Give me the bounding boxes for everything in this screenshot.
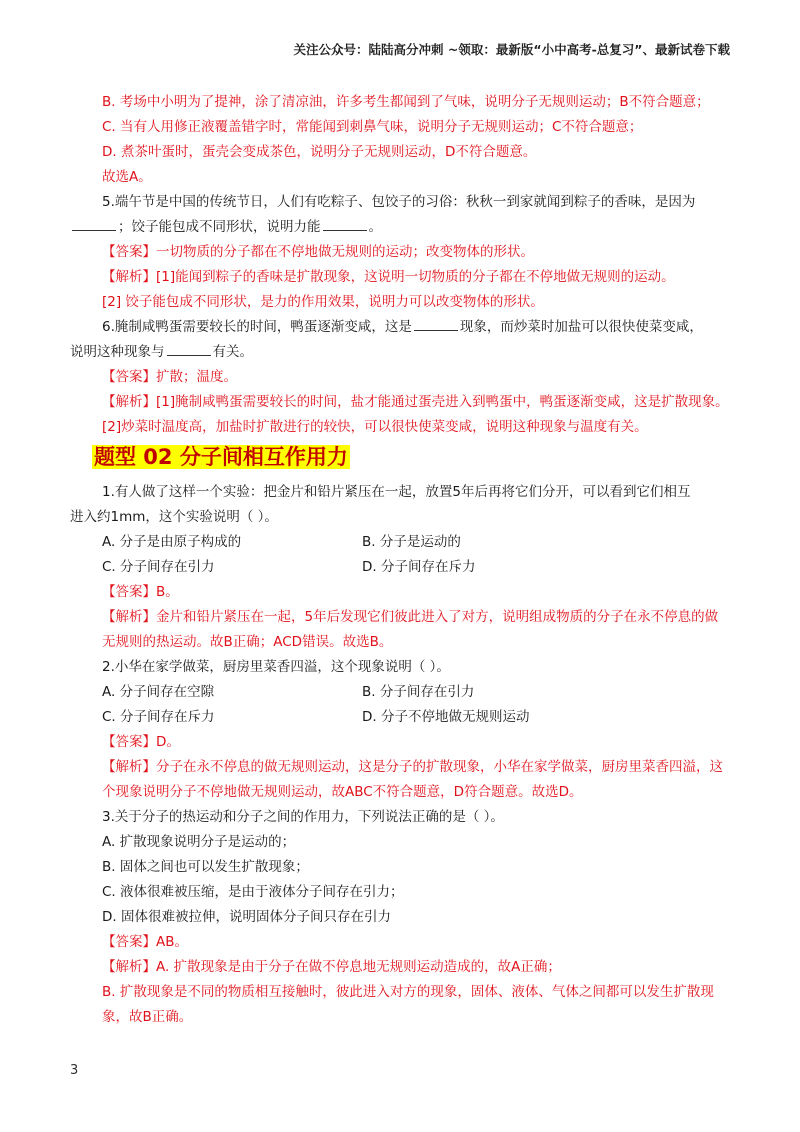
- option-d: D. 分子间存在斥力: [362, 559, 476, 575]
- answer-blank: [72, 229, 116, 231]
- q3-analysis: 【解析】A. 扩散现象是由于分子在做不停息地无规则运动造成的，故A正确；: [102, 959, 561, 975]
- option-d: D. 分子不停地做无规则运动: [362, 709, 530, 725]
- option-a: A. 分子间存在空隙: [102, 684, 215, 700]
- answer-tag: 【答案】: [102, 934, 156, 950]
- option-c: C. 分子间存在引力: [102, 559, 215, 575]
- option-c-explanation: C. 当有人用修正液覆盖错字时，常能闻到刺鼻气味，说明分子无规则运动；C不符合题意；: [102, 119, 643, 135]
- answer-blank: [167, 354, 211, 356]
- page-number: 3: [70, 1063, 79, 1078]
- answer-tag: 【答案】: [102, 734, 156, 750]
- q5-analysis-2: [2] 饺子能包成不同形状，是力的作用效果，说明力可以改变物体的形状。: [102, 294, 544, 310]
- q1-options-row2: [70, 555, 730, 580]
- answer-tag: 【答案】: [102, 369, 156, 385]
- option-a: A. 扩散现象说明分子是运动的；: [102, 834, 296, 850]
- q2-stem: 2.小华在家学做菜，厨房里菜香四溢，这个现象说明（ ）。: [102, 659, 450, 675]
- q1-stem-line2: 进入约1mm，这个实验说明（ ）。: [70, 509, 278, 525]
- option-c: C. 液体很难被压缩，是由于液体分子间存在引力；: [102, 884, 404, 900]
- q5-stem-line2: ；饺子能包成不同形状，说明力能 。: [70, 215, 730, 240]
- option-b-explanation: B. 考场中小明为了提神，涂了清凉油，许多考生都闻到了气味，说明分子无规则运动；B不符合题意；: [102, 94, 710, 110]
- q3-analysis-2: B. 扩散现象是不同的物质相互接触时，彼此进入对方的现象，固体、液体、气体之间都可以发生扩散现象，故B正确。: [102, 984, 714, 1025]
- choose-a-text: 故选A。: [102, 169, 152, 185]
- page-header: 关注公众号：陆陆高分冲刺 ~领取：最新版“小中高考-总复习”、最新试卷下载: [293, 42, 730, 57]
- analysis-tag: 【解析】: [102, 609, 156, 625]
- q6-answer: 【答案】扩散；温度。: [102, 369, 237, 385]
- q1-answer: 【答案】B。: [102, 584, 179, 600]
- option-d-explanation: D. 煮茶叶蛋时，蛋壳会变成茶色，说明分子无规则运动，D不符合题意。: [102, 144, 537, 160]
- q2-options-row1: [70, 680, 730, 705]
- page-content: [70, 90, 730, 1030]
- section-title: 题型 02 分子间相互作用力: [94, 445, 348, 469]
- answer-tag: 【答案】: [102, 244, 156, 260]
- option-c: C. 分子间存在斥力: [102, 709, 215, 725]
- q6-stem-line2: 说明这种现象与 有关。: [70, 344, 253, 360]
- analysis-tag: 【解析】: [102, 759, 156, 775]
- analysis-tag: 【解析】: [102, 394, 156, 410]
- q3-answer: 【答案】AB。: [102, 934, 188, 950]
- answer-tag: 【答案】: [102, 584, 156, 600]
- q6-analysis: 【解析】[1]腌制咸鸭蛋需要较长的时间，盐才能通过蛋壳进入到鸭蛋中，鸭蛋逐渐变咸，这是扩散现象。: [102, 394, 729, 410]
- q3-stem: 3.关于分子的热运动和分子之间的作用力，下列说法正确的是（ ）。: [102, 809, 504, 825]
- analysis-tag: 【解析】: [102, 959, 156, 975]
- q2-options-row2: [70, 705, 730, 730]
- q5-analysis: 【解析】[1]能闻到粽子的香味是扩散现象，这说明一切物质的分子都在不停地做无规则的运动。: [102, 269, 675, 285]
- option-a: A. 分子是由原子构成的: [102, 534, 242, 550]
- q2-analysis: 【解析】分子在永不停息的做无规则运动，这是分子的扩散现象，小华在家学做菜，厨房里菜香四溢，这个现象说明分子不停地做无规则运动，故ABC不符合题意，D符合题意。故选D。: [102, 759, 723, 800]
- section-heading: [92, 442, 730, 472]
- q1-stem-line1: 1.有人做了这样一个实验：把金片和铅片紧压在一起，放置5年后再将它们分开，可以看到它们相互: [102, 484, 691, 500]
- option-b: B. 固体之间也可以发生扩散现象；: [102, 859, 309, 875]
- q1-options-row1: [70, 530, 730, 555]
- option-d: D. 固体很难被拉伸，说明固体分子间只存在引力: [102, 909, 391, 925]
- option-b: B. 分子间存在引力: [362, 684, 475, 700]
- q5-answer: 【答案】一切物质的分子都在不停地做无规则的运动；改变物体的形状。: [102, 244, 534, 260]
- q1-analysis: 【解析】金片和铅片紧压在一起，5年后发现它们彼此进入了对方，说明组成物质的分子在永不停息的做无规则的热运动。故B正确；ACD错误。故选B。: [102, 609, 719, 650]
- option-b: B. 分子是运动的: [362, 534, 461, 550]
- analysis-tag: 【解析】: [102, 269, 156, 285]
- answer-blank: [323, 229, 367, 231]
- q2-answer: 【答案】D。: [102, 734, 180, 750]
- q6-analysis-2: [2]炒菜时温度高，加盐时扩散进行的较快，可以很快使菜变咸，说明这种现象与温度有关。: [102, 419, 648, 435]
- q5-stem-line1: 5.端午节是中国的传统节日，人们有吃粽子、包饺子的习俗：秋秋一到家就闻到粽子的香味，是因为: [102, 194, 696, 210]
- q6-stem-line1: 6.腌制咸鸭蛋需要较长的时间，鸭蛋逐渐变咸，这是 现象，而炒菜时加盐可以很快使菜变咸，: [102, 319, 703, 335]
- answer-blank: [414, 329, 458, 331]
